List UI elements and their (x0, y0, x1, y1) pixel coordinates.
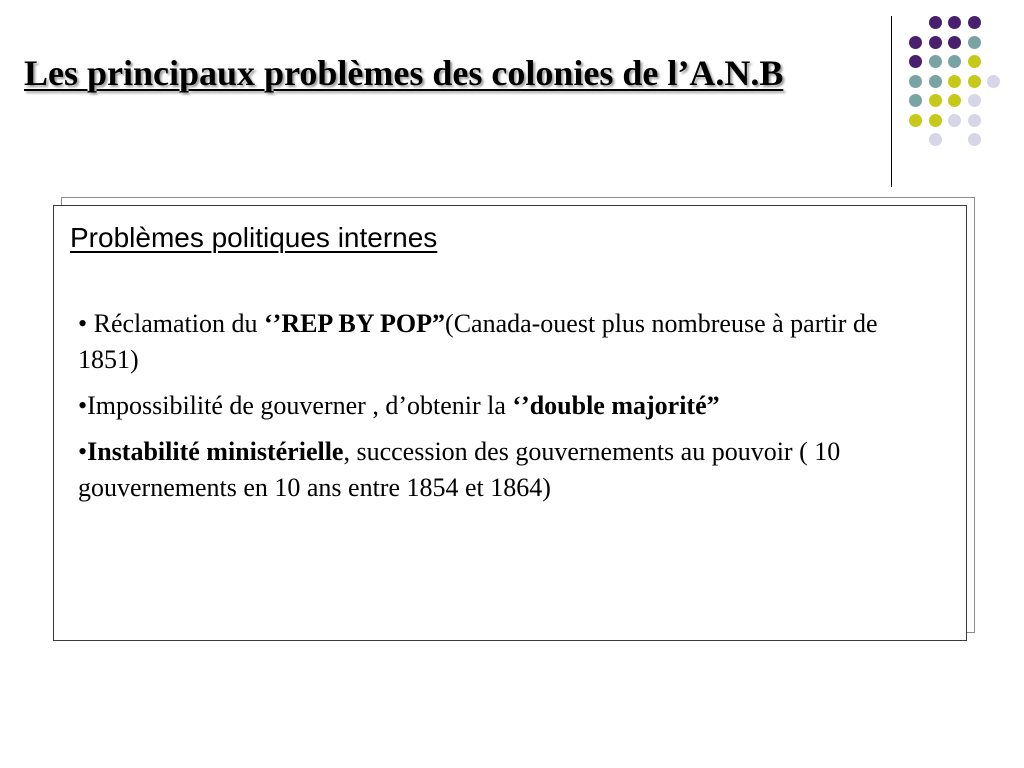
bullet-item-double-majorite (78, 388, 938, 424)
decorative-dot (968, 94, 981, 107)
decorative-dot (987, 75, 1000, 88)
vertical-divider (891, 16, 892, 187)
decorative-dot (909, 36, 922, 49)
bullet-marker: • (78, 437, 88, 466)
bullet-item-rep-by-pop (78, 306, 938, 378)
decorative-dot (948, 16, 961, 29)
bullet-text: • Réclamation du (78, 309, 264, 338)
bullet-text: , succession des gouvernements au pouvoir ( 10 gouvernements en 10 ans entre 1854 et 1864) (78, 437, 841, 502)
bullet-list (78, 306, 938, 516)
slide-title: Les principaux problèmes des colonies de l’A.N.B (24, 53, 784, 93)
decorative-dot (948, 114, 961, 127)
decorative-dot (968, 16, 981, 29)
bullet-emphasis: ‘’double majorité” (512, 391, 720, 420)
decorative-dot (948, 94, 961, 107)
decorative-dot (968, 114, 981, 127)
decorative-dot (968, 133, 981, 146)
decorative-dot (929, 55, 942, 68)
section-heading: Problèmes politiques internes (70, 222, 438, 253)
decorative-dot (929, 16, 942, 29)
decorative-dot (909, 55, 922, 68)
decorative-dot (909, 75, 922, 88)
bullet-text: (Canada-ouest plus nombreuse à partir de 1851) (78, 309, 878, 374)
decorative-dot-grid (909, 16, 993, 164)
decorative-dot (929, 114, 942, 127)
decorative-dot (909, 94, 922, 107)
decorative-dot (929, 133, 942, 146)
decorative-dot (929, 75, 942, 88)
bullet-emphasis: Instabilité ministérielle (87, 437, 344, 466)
decorative-dot (948, 75, 961, 88)
bullet-item-instabilite (78, 434, 938, 506)
decorative-dot (948, 36, 961, 49)
decorative-dot (968, 75, 981, 88)
decorative-dot (968, 55, 981, 68)
decorative-dot (948, 55, 961, 68)
decorative-dot (929, 94, 942, 107)
bullet-emphasis: ‘’REP BY POP” (264, 309, 446, 338)
decorative-dot (929, 36, 942, 49)
decorative-dot (909, 114, 922, 127)
decorative-dot (968, 36, 981, 49)
bullet-text: •Impossibilité de gouverner , d’obtenir la (78, 391, 513, 420)
